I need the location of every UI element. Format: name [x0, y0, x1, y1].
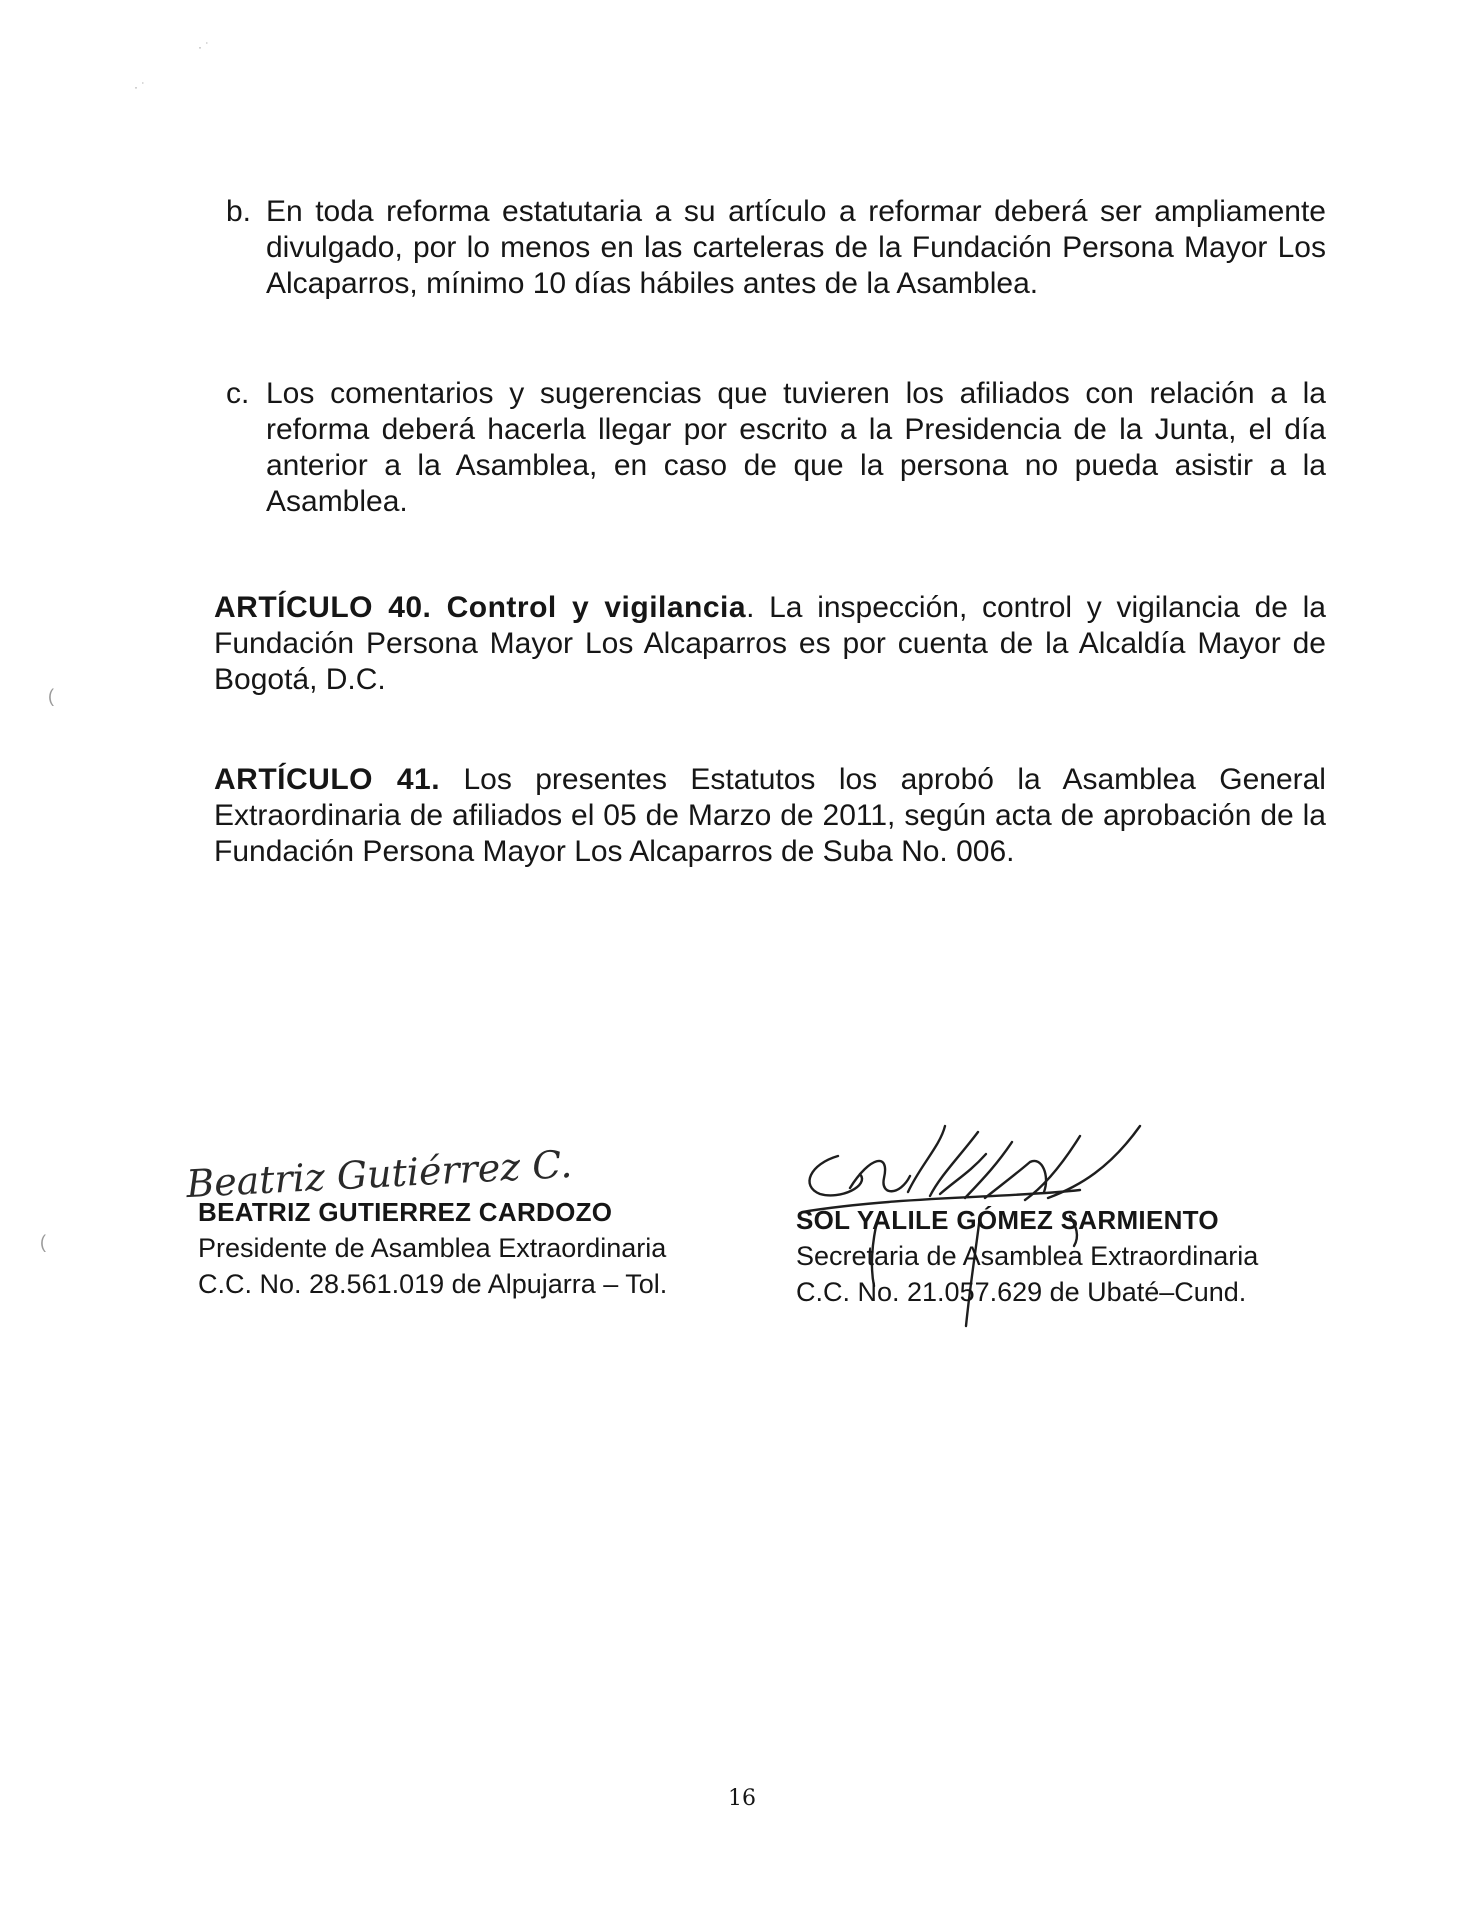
list-item-text: Los comentarios y sugerencias que tuvieren los afiliados con relación a la reforma deberá hacerla llegar por escrito a la Presidencia de la Junta, el día anterior a la Asamblea, en caso de que la persona no pueda asistir a la Asamblea.	[266, 377, 1326, 518]
article-41	[214, 762, 1326, 870]
scan-speck: · ˙	[198, 40, 210, 54]
list-marker: b.	[226, 195, 252, 228]
article-heading: ARTÍCULO 41.	[214, 763, 441, 796]
list-item-c	[226, 376, 1326, 520]
article-40	[214, 590, 1326, 698]
scan-speck: (	[40, 1232, 46, 1252]
signatory-name: SOL YALILE GÓMEZ SARMIENTO	[796, 1205, 1219, 1235]
signatory-name: BEATRIZ GUTIERREZ CARDOZO	[198, 1197, 613, 1227]
signatory-role: Presidente de Asamblea Extraordinaria	[198, 1233, 667, 1263]
scan-speck: · ˙	[134, 80, 146, 94]
signatory-role: Secretaria de Asamblea Extraordinaria	[796, 1241, 1259, 1271]
article-text: . La inspección, control y vigilancia de la Fundación Persona Mayor Los Alcaparros es por cuenta de la Alcaldía Mayor de Bogotá, D.C.	[214, 591, 1326, 696]
signatory-block-right	[796, 1202, 1258, 1310]
signature-beatriz: Beatriz Gutiérrez C.	[185, 1141, 574, 1207]
article-heading: ARTÍCULO 40. Control y vigilancia	[214, 591, 747, 624]
signatory-id: C.C. No. 28.561.019 de Alpujarra – Tol.	[198, 1269, 668, 1299]
list-item-text: En toda reforma estatutaria a su artículo a reformar deberá ser ampliamente divulgado, por lo menos en las carteleras de la Fundación Persona Mayor Los Alcaparros, mínimo 10 días hábiles antes de la Asamblea.	[266, 195, 1326, 300]
signatory-id: C.C. No. 21.057.629 de Ubaté–Cund.	[796, 1277, 1247, 1307]
signatory-block-left	[198, 1194, 667, 1302]
list-item-b	[226, 194, 1326, 302]
list-marker: c.	[226, 377, 250, 410]
page-number: 16	[728, 1786, 756, 1811]
scan-speck: (	[48, 686, 54, 706]
article-text: Los presentes Estatutos los aprobó la Asamblea General Extraordinaria de afiliados el 05 de Marzo de 2011, según acta de aprobación de la Fundación Persona Mayor Los Alcaparros de Suba No. 006.	[214, 763, 1326, 868]
